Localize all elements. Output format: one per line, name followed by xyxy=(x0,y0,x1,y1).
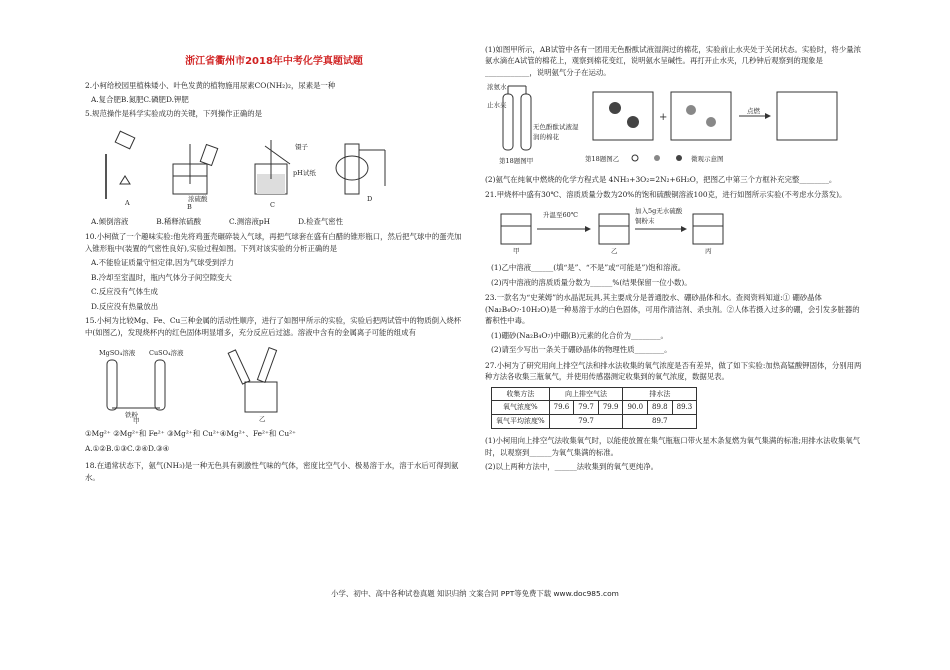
q2-options: A.复合肥B.氮肥C.磷肥D.钾肥 xyxy=(91,94,189,104)
q27-cell: 79.9 xyxy=(598,401,623,415)
q27-th-up: 向上排空气法 xyxy=(549,387,623,401)
q5-fig-label-tweezers: 镊子 xyxy=(295,142,308,151)
q21-figure xyxy=(485,204,865,256)
q27-sub2: (2)以上两种方法中，______法收集到的氧气更纯净。 xyxy=(485,462,659,472)
q27-cell: 89.7 xyxy=(623,415,697,429)
page-title: 浙江省衢州市2018年中考化学真题试题 xyxy=(185,56,363,67)
q27-cell: 89.8 xyxy=(648,401,673,415)
q27-th-water: 排水法 xyxy=(623,387,697,401)
q27-cell: 79.7 xyxy=(549,415,623,429)
q15-options: A.①②B.①③C.②④D.③④ xyxy=(85,443,170,453)
q27-row1-label: 氧气浓度% xyxy=(492,401,550,415)
q5-options xyxy=(85,216,463,227)
q21-fig-label-step2: 加入5g无水硫酸铜粉末 xyxy=(635,207,683,226)
q21-fig-label-b: 乙 xyxy=(611,247,618,256)
q5-letter-d: D xyxy=(367,194,373,203)
right-column xyxy=(485,44,865,476)
q27-row2-label: 氧气平均浓度% xyxy=(492,415,550,429)
q5-option-a: A.倾倒溶液 xyxy=(91,216,129,226)
left-column xyxy=(85,48,463,486)
q27-sub1: (1)小柯用向上排空气法收集氧气时，以能使放置在集气瓶瓶口带火星木条复燃为氧气集满的标准;用排水法收集氧气时，以观察到______为氧气集满的标准。 xyxy=(485,436,861,457)
q18-sub2: (2)氨气在纯氧中燃烧的化学方程式是 4NH₃+3O₂=2N₂+6H₂O，把图乙中第三个方框补充完整________。 xyxy=(485,175,837,185)
q21-fig-label-c: 丙 xyxy=(705,247,712,256)
q18-sub1: (1)如图甲所示，AB试管中各有一团用无色酚酞试液湿润过的棉花，实验前止水夹处于关闭状态。实验时，将少量浓氨水滴在A试管的棉花上，观察到棉花变红，说明氨水呈碱性。再打开止水夹，几秒钟后观察到的现象是____________，说明氨气分子在运动。 xyxy=(485,45,861,77)
q15-figure xyxy=(85,342,463,426)
q15-fig-label-wire: 铁粉 xyxy=(125,411,138,420)
q5-letter-a: A xyxy=(125,198,130,207)
q18-fig-label-dropper: 浓氨水 xyxy=(487,83,507,92)
svg-text:+: + xyxy=(659,112,668,124)
q18-fig-label-clamp: 止水夹 xyxy=(487,101,507,110)
q23-stem: 23.一款名为“史莱姆”的水晶泥玩具,其主要成分是普通胶水、硼砂晶体和水。查阅资料知道:① 硼砂晶体(Na₂B₄O₇·10H₂O)是一种易溶于水的白色固体，可用作清洁剂、杀虫剂。②人体若摄入过多的硼，会引发多脏器的蓄积性中毒。 xyxy=(485,293,860,326)
q21-stem: 21.甲烧杯中盛有30℃、溶质质量分数为20%的饱和硫酸铜溶液100克，进行如图所示实验(不考虑水分蒸发)。 xyxy=(485,189,847,199)
q10-option-d: D.反应没有热量放出 xyxy=(91,301,159,311)
q18-fig-label-legend: 微观示意图 xyxy=(691,155,724,164)
q10-option-a: A.不能验证质量守恒定律,因为气球受到浮力 xyxy=(91,258,235,268)
page-footer: 小学、初中、高中各种试卷真题 知识归纳 文案合同 PPT等免费下载 www.doc985.com xyxy=(331,589,619,598)
q27-cell: 89.3 xyxy=(672,401,697,415)
q5-fig-label-b: 浓硫酸 xyxy=(188,194,208,203)
q5-letter-c: C xyxy=(270,200,275,209)
q15-fig-label-jia: 甲 xyxy=(133,417,140,426)
q18-stem: 18.在通常状态下，氨气(NH₃)是一种无色具有刺激性气味的气体，密度比空气小、极易溶于水，溶于水后可得到氨水。 xyxy=(85,461,459,482)
q5-apparatus-drawing xyxy=(85,124,463,210)
q10-option-b: B.冷却至室温时，瓶内气体分子间空隙变大 xyxy=(91,272,232,282)
q21-sub2: (2)丙中溶液的溶质质量分数为______%(结果保留一位小数)。 xyxy=(491,277,692,287)
q15-choices: ①Mg²⁺ ②Mg²⁺和 Fe²⁺ ③Mg²⁺和 Cu²⁺④Mg²⁺、Fe²⁺和 Cu²⁺ xyxy=(85,429,296,439)
q15-fig-label-a: MgSO₄溶液 xyxy=(99,349,136,358)
q27-th-method: 收集方法 xyxy=(492,387,550,401)
q5-letter-b: B xyxy=(187,202,192,211)
q21-fig-label-step1: 升温至60℃ xyxy=(543,211,579,220)
q5-figure xyxy=(85,124,463,210)
q18-fig-label-fig-a: 第18题图甲 xyxy=(499,157,534,166)
q27-cell: 79.7 xyxy=(574,401,599,415)
q5-option-d: D.检查气密性 xyxy=(298,216,344,226)
q10-stem: 10.小柯做了一个趣味实验:他先将鸡蛋壳碾碎装入气球，再把气球套在盛有白醋的锥形瓶口，然后把气球中的蛋壳加入锥形瓶中(装置的气密性良好),实验过程如图。下列对该实验的分析正确的是 xyxy=(85,232,462,253)
q21-fig-label-a: 甲 xyxy=(513,247,520,256)
q15-fig-label-b: CuSO₄溶液 xyxy=(149,349,184,358)
q23-sub1: (1)硼砂(Na₂B₄O₇)中硼(B)元素的化合价为________。 xyxy=(491,330,668,340)
q5-option-b: B.稀释浓硫酸 xyxy=(156,216,201,226)
q2-stem: 2.小柯给校园里植株矮小、叶色发黄的植物施用尿素CO(NH₂)₂，尿素是一种 xyxy=(85,80,336,90)
q27-table xyxy=(491,387,697,430)
q15-stem: 15.小柯为比较Mg、Fe、Cu三种金属的活动性顺序，进行了如图甲所示的实验，实验后把两试管中的物质倒入烧杯中(如图乙)，发现烧杯内的红色固体明显增多，充分反应后过滤。溶液中含有的金属离子可能的组成有 xyxy=(85,316,462,337)
q21-sub1: (1)乙中溶液______(填“是”、“不是”或“可能是”)饱和溶液。 xyxy=(491,263,686,273)
q18-fig-label-fig-b: 第18题图乙 xyxy=(585,155,620,164)
q27-cell: 79.6 xyxy=(549,401,574,415)
q27-cell: 90.0 xyxy=(623,401,648,415)
q23-sub2: (2)请至少写出一条关于硼砂晶体的物理性质________。 xyxy=(491,345,672,355)
q5-stem: 5.规范操作是科学实验成功的关键，下列操作正确的是 xyxy=(85,109,263,119)
q18-fig-label-cotton: 无色酚酞试液湿润的棉花 xyxy=(533,123,579,142)
q27-stem: 27.小柯为了研究用向上排空气法和排水法收集的氧气浓度是否有差异，做了如下实验:加热高锰酸钾固体，分别用两种方法各收集三瓶氧气，并使用传感器测定收集到的氧气浓度，数据见表。 xyxy=(485,360,862,382)
q15-fig-label-yi: 乙 xyxy=(259,415,266,424)
q5-option-c: C.测溶液pH xyxy=(228,216,271,226)
q10-option-c: C.反应没有气体生成 xyxy=(91,287,158,297)
q18-fig-label-cond: 点燃 xyxy=(747,107,760,116)
q5-fig-label-ph-paper: pH试纸 xyxy=(293,168,316,177)
q18-figure xyxy=(485,82,865,168)
q15-apparatus-drawing xyxy=(85,342,463,422)
